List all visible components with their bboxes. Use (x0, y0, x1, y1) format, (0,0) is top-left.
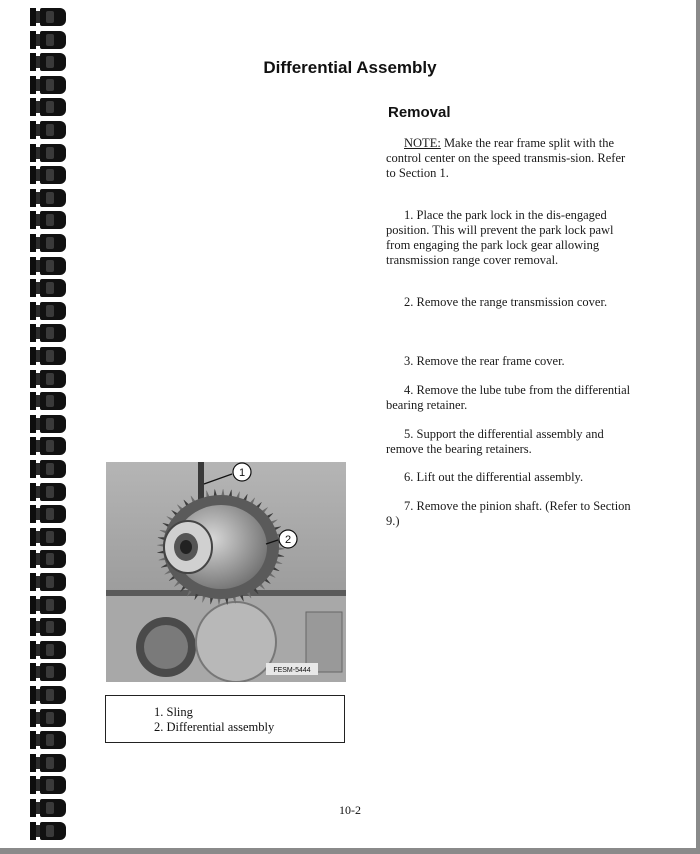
callout-1-label: 1 (238, 467, 246, 479)
figure-caption (105, 695, 345, 743)
step-3-text: 3. Remove the rear frame cover. (404, 354, 565, 368)
binding-ring (30, 121, 66, 139)
step-6-text: 6. Lift out the differential assembly. (404, 470, 584, 484)
binding-ring (30, 234, 66, 252)
figure-stamp: FESM-5444 (273, 667, 311, 674)
note-text: Make the rear frame split with the control center on the speed transmis-sion. Refer to Section 1. (386, 136, 626, 180)
binding-ring (30, 144, 66, 162)
binding-ring (30, 641, 66, 659)
binding-ring (30, 460, 66, 478)
binding-ring (30, 686, 66, 704)
binding-ring (30, 324, 66, 342)
step-1 (386, 208, 636, 268)
binding-ring (30, 347, 66, 365)
step-2-text: 2. Remove the range transmission cover. (404, 295, 608, 309)
binding-ring (30, 76, 66, 94)
step-6 (386, 470, 636, 485)
binding-ring (30, 776, 66, 794)
step-7-text: 7. Remove the pinion shaft. (Refer to Section 9.) (386, 499, 631, 528)
binding-ring (30, 731, 66, 749)
caption-item-2: 2. Differential assembly (154, 720, 275, 734)
binding-ring (30, 392, 66, 410)
step-3 (386, 354, 636, 369)
page-title: Differential Assembly (263, 58, 437, 77)
section-heading: Removal (388, 104, 451, 121)
binding-ring (30, 279, 66, 297)
binding-ring (30, 437, 66, 455)
step-4-text: 4. Remove the lube tube from the differential bearing retainer. (386, 383, 631, 412)
step-5 (386, 427, 636, 457)
page-number: 10-2 (339, 803, 361, 817)
binding-ring (30, 528, 66, 546)
binding-ring (30, 483, 66, 501)
binding-ring (30, 189, 66, 207)
binding-ring (30, 505, 66, 523)
binding-ring (30, 302, 66, 320)
binding-ring (30, 618, 66, 636)
binding-ring (30, 257, 66, 275)
binding-ring (30, 31, 66, 49)
binding-ring (30, 709, 66, 727)
binding-ring (30, 573, 66, 591)
step-5-text: 5. Support the differential assembly and remove the bearing retainers. (386, 427, 604, 456)
binding-ring (30, 663, 66, 681)
binding-ring (30, 8, 66, 26)
step-1-text: 1. Place the park lock in the dis-engaged position. This will prevent the park lock pawl from engaging the park lock gear allowing transmission range cover removal. (386, 208, 614, 267)
note-paragraph (386, 136, 636, 181)
binding-ring (30, 415, 66, 433)
binding-ring (30, 370, 66, 388)
binding-ring (30, 98, 66, 116)
differential-photo (106, 462, 346, 682)
spiral-binding (0, 0, 70, 854)
binding-ring (30, 166, 66, 184)
differential-photo-graphic (106, 462, 346, 682)
step-7 (386, 499, 636, 529)
binding-ring (30, 211, 66, 229)
step-4 (386, 383, 636, 413)
note-label: NOTE: (404, 136, 441, 150)
callout-2-label: 2 (284, 534, 292, 546)
binding-ring (30, 596, 66, 614)
binding-ring (30, 822, 66, 840)
binding-ring (30, 754, 66, 772)
binding-ring (30, 550, 66, 568)
caption-item-1: 1. Sling (154, 705, 193, 719)
step-2 (386, 295, 636, 310)
